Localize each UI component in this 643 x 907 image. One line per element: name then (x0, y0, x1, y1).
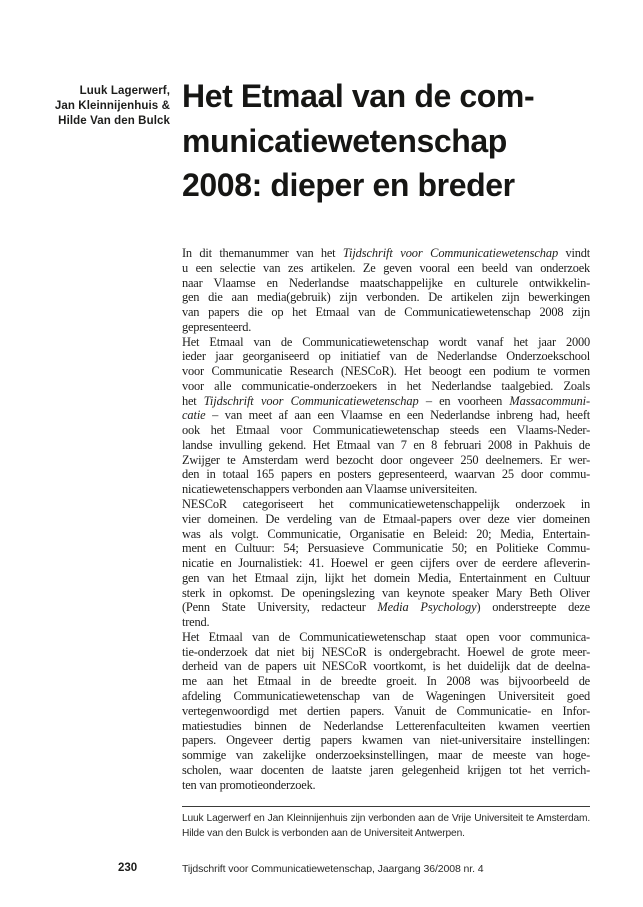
body-text-run: ieder jaar georganiseerd op initiatief van de Nederlandse Onderzoekschool (182, 349, 590, 364)
body-text-run: nicatie en Journalistiek: 41. Hoewel er geen cijfers over de eerdere afleverin- (182, 556, 590, 571)
body-text-run: ook het Etmaal voor Communicatiewetenschap steeds een Vlaams-Neder- (182, 423, 590, 438)
body-line (182, 364, 590, 379)
body-text-run: voor Communicatie Research (NESCoR). Het beoogt een podium te vormen (182, 364, 590, 379)
body-text-run: sterk in opkomst. De openingslezing van keynote speaker Mary Beth Oliver (182, 585, 590, 600)
body-text-run: van papers die op het Etmaal van de Communicatiewetenschap 2008 zijn (182, 305, 590, 320)
body-text-run: vertegenwoordigd met dertien papers. Vanuit de Communicatie- en Infor- (182, 703, 590, 718)
body-text-run: ) onderstreepte deze (476, 600, 590, 615)
body-line (182, 763, 590, 778)
body-line (182, 630, 590, 645)
body-line (182, 408, 590, 423)
body-line (182, 349, 590, 364)
body-line (182, 335, 590, 350)
italic-text: Tijdschrift voor Communicatiewetenschap (203, 393, 419, 408)
body-text-run: u een selectie van zes artikelen. Ze geven vooral een beeld van onderzoek (182, 260, 590, 275)
body-line (182, 453, 590, 468)
body-line (182, 261, 590, 276)
body-line (182, 674, 590, 689)
body-text-run: papers. Ongeveer dertig papers kwamen van niet-universitaire instellingen: (182, 733, 590, 748)
body-text-run: gepresenteerd. (182, 319, 252, 334)
body-line (182, 600, 590, 615)
title-line: municatiewetenschap (182, 122, 507, 159)
body-line (182, 512, 590, 527)
body-line (182, 394, 590, 409)
body-line (182, 379, 590, 394)
body-line (182, 497, 590, 512)
body-text-run: Het Etmaal van de Communicatiewetenschap wordt vanaf het jaar 2000 (182, 334, 590, 349)
italic-text: Massacommuni- (509, 393, 590, 408)
title-line: Het Etmaal van de com- (182, 78, 535, 114)
body-text-run: (Penn State University, redacteur (182, 600, 378, 615)
body-line (182, 320, 590, 335)
body-line (182, 704, 590, 719)
body-line (182, 438, 590, 453)
article-title (182, 74, 612, 208)
body-text-run: naar Vlaamse en Nederlandse maatschappelijke en culturele ontwikkelin- (182, 275, 590, 290)
body-text-run: landse invulling gekend. Het Etmaal van 7 en 8 februari 2008 in Pakhuis de (182, 437, 590, 452)
body-line (182, 659, 590, 674)
italic-text: Media Psychology (377, 600, 477, 615)
body-text-run: derheid van de papers uit NESCoR voortkomt, is het duidelijk dat de deelna- (182, 659, 590, 674)
body-line (182, 541, 590, 556)
body-text-run: Zwijger te Amsterdam werd bezocht door ongeveer 250 deelnemers. Er wer- (182, 452, 590, 467)
title-line: 2008: dieper en breder (182, 167, 515, 203)
body-line (182, 645, 590, 660)
body-line (182, 778, 590, 793)
body-line (182, 482, 590, 497)
body-text-run: In dit themanummer van het (182, 246, 343, 260)
author-block (20, 84, 170, 129)
body-text-run: sommige van zakelijke onderzoeksinstellingen, maar de meeste van hoge- (182, 748, 590, 763)
body-line (182, 733, 590, 748)
body-text-run: ten van promotieonderzoek. (182, 777, 316, 792)
author-line: Hilde Van den Bulck (58, 115, 170, 127)
footnote-divider (182, 806, 590, 807)
body-text-run: me aan het Etmaal in de breedte groeit. In 2008 was bijvoorbeeld de (182, 674, 590, 689)
italic-text: Tijdschrift voor Communicatiewetenschap (342, 246, 559, 260)
journal-footer-line: Tijdschrift voor Communicatiewetenschap, Jaargang 36/2008 nr. 4 (182, 863, 484, 875)
body-line (182, 719, 590, 734)
body-text-run: vier domeinen. De verdeling van de Etmaal-papers over deze vier domeinen (182, 511, 590, 526)
author-line: Luuk Lagerwerf, (79, 85, 170, 97)
body-text-run: matiestudies binnen de Nederlandse Letterenfaculteiten kwamen veertien (182, 718, 590, 733)
body-text-run: het (182, 393, 204, 408)
body-text-run: den in totaal 165 papers en posters gepresenteerd, waarvan 25 door commu- (182, 467, 590, 482)
body-text-run: gen van het Etmaal zijn, lijkt het domein Media, Entertainment en Cultuur (182, 570, 590, 585)
body-line (182, 246, 590, 261)
body-line (182, 467, 590, 482)
page-number: 230 (118, 862, 138, 874)
body-line (182, 615, 590, 630)
footnote-text: Luuk Lagerwerf en Jan Kleinnijenhuis zijn verbonden aan de Vrije Universiteit te Amsterdam. Hilde van den Bulck is verbonden aan de Universiteit Antwerpen. (182, 813, 590, 839)
body-line (182, 571, 590, 586)
body-text-run: NESCoR categoriseert het communicatiewetenschappelijk onderzoek in (182, 497, 590, 512)
body-line (182, 586, 590, 601)
body-text-run: gen die aan media(gebruik) zijn verbonden. De artikelen zijn bewerkingen (182, 290, 590, 305)
body-text-run: – van meet af aan een Vlaamse en een Nederlandse inbreng had, heeft (205, 408, 590, 423)
body-text-run: afdeling Communicatiewetenschap van de Wageningen Universiteit goed (182, 688, 590, 703)
body-text-run: vindt (558, 246, 590, 260)
body-line (182, 556, 590, 571)
body-text-run: trend. (182, 615, 210, 630)
body-line (182, 423, 590, 438)
body-line (182, 290, 590, 305)
body-text-run: ment en Cultuur: 54; Persuasieve Communicatie 50; en Politieke Commu- (182, 541, 590, 556)
body-text-run: nicatiewetenschappers verbonden aan Vlaamse universiteiten. (182, 482, 478, 497)
body-text-run: voor alle communicatie-onderzoekers in het Nederlandse taalgebied. Zoals (182, 378, 590, 393)
body-text-run: scholen, waar docenten de laatste jaren gelegenheid krijgen tot het verrich- (182, 762, 590, 777)
author-line: Jan Kleinnijenhuis & (54, 100, 170, 112)
body-line (182, 527, 590, 542)
body-text (182, 246, 590, 792)
body-line (182, 305, 590, 320)
italic-text: catie (182, 408, 206, 423)
body-text-run: Het Etmaal van de Communicatiewetenschap staat open voor communica- (182, 629, 590, 644)
body-text-run: – en voorheen (418, 393, 510, 408)
body-line (182, 689, 590, 704)
body-text-run: tie-onderzoek dat niet bij NESCoR is ondergebracht. Hoewel de grote meer- (182, 644, 590, 659)
body-line (182, 748, 590, 763)
body-text-run: was als volgt. Communicatie, Organisatie en Beleid: 20; Media, Entertain- (182, 526, 590, 541)
body-line (182, 276, 590, 291)
